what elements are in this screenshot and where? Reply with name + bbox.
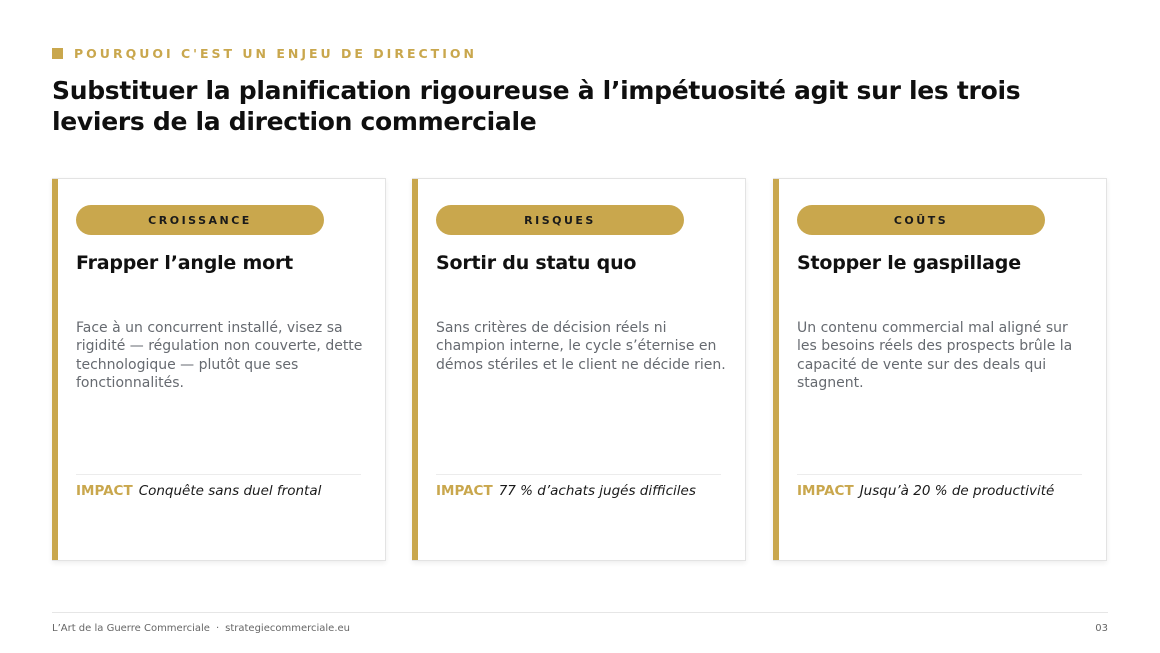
impact-label: IMPACT: [436, 483, 493, 499]
footer-site: strategiecommerciale.eu: [225, 623, 350, 634]
card-tag: CROISSANCE: [76, 205, 324, 235]
page-number: 03: [1095, 623, 1108, 634]
impact-value: Jusqu’à 20 % de productivité: [859, 483, 1055, 499]
card-impact: [436, 483, 696, 499]
card-heading: Sortir du statu quo: [436, 252, 637, 274]
card-risques: [412, 178, 746, 561]
card-couts: [773, 178, 1107, 561]
footer-credits: [52, 623, 350, 634]
accent-bar: [52, 179, 58, 560]
card-tag: COÛTS: [797, 205, 1045, 235]
slide-title: Substituer la planification rigoureuse à l’impétuosité agit sur les trois leviers de la direction commerciale: [52, 76, 1021, 136]
card-impact: [76, 483, 321, 499]
impact-value: Conquête sans duel frontal: [138, 483, 322, 499]
footer-divider: [52, 612, 1108, 613]
card-croissance: [52, 178, 386, 561]
card-divider: [76, 474, 361, 475]
card-divider: [436, 474, 721, 475]
accent-bar: [412, 179, 418, 560]
card-heading: Stopper le gaspillage: [797, 252, 1021, 274]
card-tag: RISQUES: [436, 205, 684, 235]
square-icon: [52, 48, 63, 59]
card-heading: Frapper l’angle mort: [76, 252, 294, 274]
footer-separator: ·: [215, 623, 220, 634]
eyebrow-label: POURQUOI C'EST UN ENJEU DE DIRECTION: [74, 46, 477, 61]
footer-brand: L’Art de la Guerre Commerciale: [52, 623, 210, 634]
impact-label: IMPACT: [797, 483, 854, 499]
card-body: Un contenu commercial mal aligné sur les besoins réels des prospects brûle la capacité de vente sur des deals qui stagnent.: [797, 320, 1073, 391]
card-body: Face à un concurrent installé, visez sa rigidité — régulation non couverte, dette technologique — plutôt que ses fonctionnalités.: [76, 320, 363, 391]
card-body: Sans critères de décision réels ni champion interne, le cycle s’éternise en démos stériles et le client ne décide rien.: [436, 320, 726, 373]
impact-label: IMPACT: [76, 483, 133, 499]
card-impact: [797, 483, 1054, 499]
section-eyebrow: [52, 46, 477, 61]
impact-value: 77 % d’achats jugés difficiles: [498, 483, 696, 499]
accent-bar: [773, 179, 779, 560]
card-divider: [797, 474, 1082, 475]
